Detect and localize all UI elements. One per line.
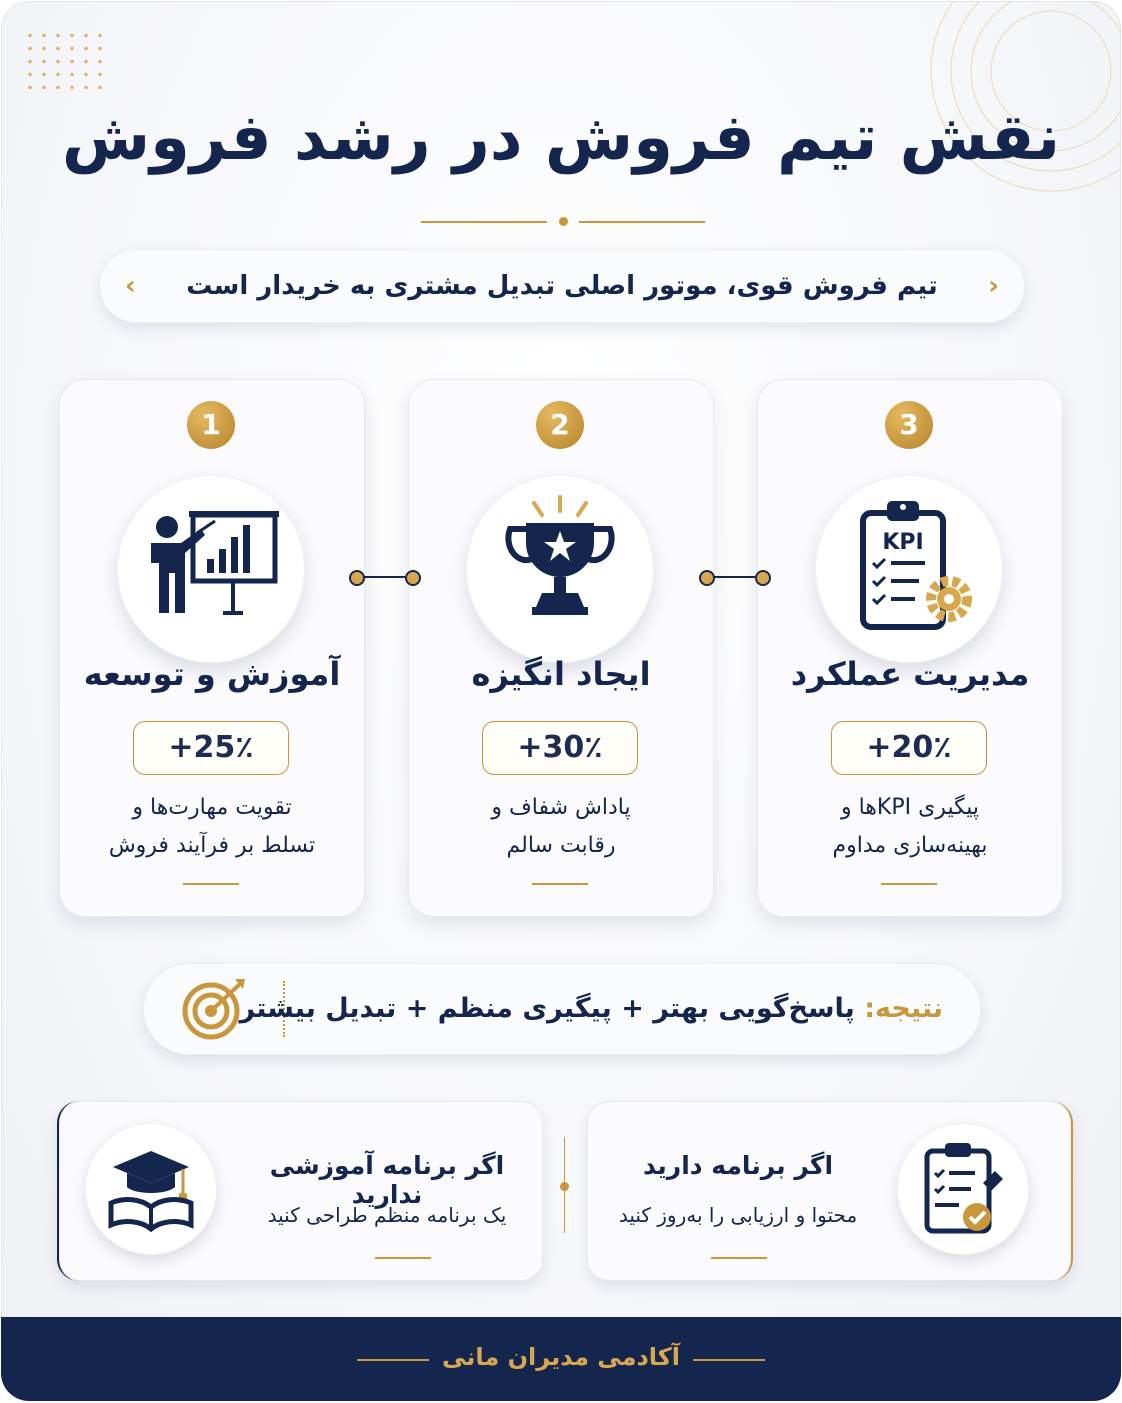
percent-badge: +20٪ (831, 721, 987, 775)
program-subtitle: یک برنامه منظم طراحی کنید (267, 1203, 507, 1227)
program-subtitle: محتوا و ارزیابی را به‌روز کنید (618, 1203, 858, 1227)
subtitle-banner (99, 249, 1025, 323)
card-number: 2 (536, 401, 584, 449)
title-divider (421, 217, 705, 227)
chevron-left-icon: ‹ (125, 271, 136, 301)
card-divider (183, 883, 239, 885)
decorative-dots (23, 29, 103, 89)
result-banner (143, 963, 981, 1055)
card-number: 1 (187, 401, 235, 449)
footer (1, 1317, 1121, 1401)
card-title: ایجاد انگیزه (471, 655, 651, 693)
result-label: نتیجه: (864, 993, 943, 1024)
card-training (59, 379, 365, 917)
infographic-page (1, 1, 1121, 1401)
program-title: اگر برنامه آموزشی ندارید (269, 1151, 505, 1209)
no-program-card (57, 1101, 543, 1281)
card-divider (881, 883, 937, 885)
trophy-icon (486, 495, 634, 643)
card-description: پیگیری KPIها و بهینه‌سازی مداوم (832, 795, 988, 858)
card-title: آموزش و توسعه (83, 655, 341, 693)
program-divider (711, 1257, 767, 1259)
percent-badge: +30٪ (482, 721, 638, 775)
program-divider (375, 1257, 431, 1259)
presentation-icon (137, 495, 285, 643)
graduation-book-icon (101, 1139, 201, 1239)
program-title: اگر برنامه دارید (642, 1151, 834, 1180)
card-description: تقویت مهارت‌ها و تسلط بر فرآیند فروش (108, 795, 316, 858)
card-divider (532, 883, 588, 885)
footer-brand: آکادمی مدیران مانی (442, 1343, 680, 1371)
result-text: نتیجه: پاسخ‌گویی بهتر + پیگیری منظم + تبدیل بیشتر (239, 993, 943, 1024)
kpi-clipboard-icon (835, 495, 983, 643)
card-number: 3 (885, 401, 933, 449)
card-description: پاداش شفاف و رقابت سالم (491, 795, 631, 858)
connector (349, 569, 419, 585)
card-performance (757, 379, 1063, 917)
svg-text:KPI: KPI (882, 530, 924, 555)
checklist-icon (913, 1139, 1013, 1239)
has-program-card (587, 1101, 1073, 1281)
card-title: مدیریت عملکرد (790, 655, 1030, 693)
card-motivation (408, 379, 714, 917)
connector (699, 569, 769, 585)
subtitle-text: تیم فروش قوی، موتور اصلی تبدیل مشتری به خریدار است (186, 271, 938, 301)
page-title: نقش تیم فروش در رشد فروش (61, 101, 1061, 175)
percent-badge: +25٪ (133, 721, 289, 775)
chevron-right-icon: › (988, 271, 999, 301)
